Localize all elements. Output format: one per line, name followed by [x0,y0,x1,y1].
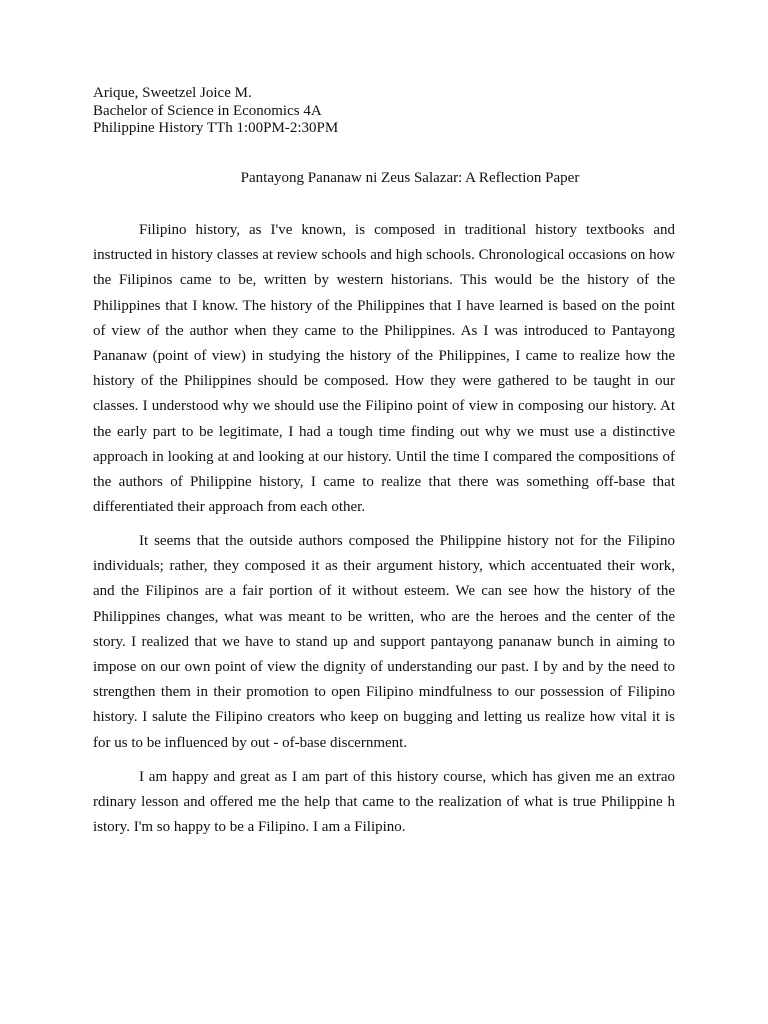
paragraph-2: It seems that the outside authors composed the Philippine history not for the Filipino individuals; rather, they composed it as their argument history, which accentuated their work, and the Filipinos are a fair portion of it without esteem. We can see how the history of the Philippines changes, what was meant to be written, who are the heroes and the center of the story. I realized that we have to stand up and support pantayong pananaw bunch in aiming to impose on our own point of view the dignity of understanding our past. I by and by the need to strengthen them in their promotion to open Filipino mindfulness to our possession of Filipino history. I salute the Filipino creators who keep on bugging and letting us realize how vital it is for us to be influenced by out - of-base discernment. [93,533,675,751]
paper-title: Pantayong Pananaw ni Zeus Salazar: A Reflection Paper [240,170,580,186]
author-header [93,85,338,138]
paragraph-1: Filipino history, as I've known, is composed in traditional history textbooks and instructed in history classes at review schools and high schools. Chronological occasions on how the Filipinos came to be, written by western historians. This would be the history of the Philippines that I know. The history of the Philippines that I have learned is based on the point of view of the author when they came to the Philippines. As I was introduced to Pantayong Pananaw (point of view) in studying the history of the Philippines, I came to realize how the history of the Philippines should be composed. How they were gathered to be taught in our classes. I understood why we should use the Filipino point of view in composing our history. At the early part to be legitimate, I had a tough time finding out why we must use a distinctive approach in looking at and looking at our history. Until the time I compared the compositions of the authors of Philippine history, I came to realize that there was something off-base that differentiated their approach from each other. [93,222,675,516]
author-program: Bachelor of Science in Economics 4A [93,102,322,119]
author-name: Arique, Sweetzel Joice M. [93,85,252,101]
paragraph-3: I am happy and great as I am part of this history course, which has given me an extrao rdinary lesson and offered me the help that came to the realization of what is true Philippine h istory. I'm so happy to be a Filipino. I am a Filipino. [93,769,675,836]
course-schedule: Philippine History TTh 1:00PM-2:30PM [93,120,339,136]
